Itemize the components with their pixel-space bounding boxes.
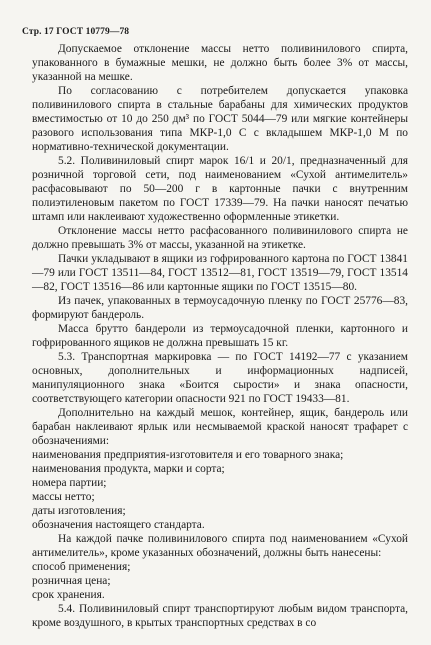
paragraph: По согласованию с потребителем допускается упаковка поливинилового спирта в стальные барабаны для химических продуктов вместимостью от 10 до 250 дм³ по ГОСТ 5044—79 или мягкие контейнеры разового использования типа МКР-1,0 С с вкладышем МКР-1,0 М по нормативно-технической документации. xyxy=(32,85,408,153)
list-item: номера партии; xyxy=(32,477,107,489)
page-header: Стр. 17 ГОСТ 10779—78 xyxy=(22,27,130,37)
paragraph: 5.4. Поливиниловый спирт транспортируют любым видом транспорта, кроме воздушного, в крытых транспортных средствах в со xyxy=(32,603,408,629)
paragraph: 5.3. Транспортная маркировка — по ГОСТ 14192—77 с указанием основных, дополнительных и информационных надписей, манипуляционного знака «Боится сырости» и знака опасности, соответствующего категории опасности 921 по ГОСТ 19433—81. xyxy=(32,351,408,405)
document-body xyxy=(32,42,408,630)
paragraph: Дополнительно на каждый мешок, контейнер, ящик, бандероль или барабан наклеивают ярлык или несмываемой краской наносят трафарет с обозначениями: xyxy=(32,407,408,447)
list-item: массы нетто; xyxy=(32,491,95,503)
paragraph: Отклонение массы нетто расфасованного поливинилового спирта не должно превышать 3% от массы, указанной на этикетке. xyxy=(32,225,408,251)
paragraph: Масса брутто бандероли из термоусадочной пленки, картонного и гофрированного ящиков не должна превышать 15 кг. xyxy=(32,323,408,349)
paragraph: Пачки укладывают в ящики из гофрированного картона по ГОСТ 13841—79 или ГОСТ 13511—84, ГОСТ 13512—81, ГОСТ 13519—79, ГОСТ 13514—82, ГОСТ 13516—86 или картонные ящики по ГОСТ 13515—80. xyxy=(32,253,408,293)
list-item: наименования предприятия-изготовителя и его товарного знака; xyxy=(32,449,344,461)
list-item: срок хранения. xyxy=(32,589,105,601)
list-item: способ применения; xyxy=(32,561,131,573)
paragraph: Допускаемое отклонение массы нетто поливинилового спирта, упакованного в бумажные мешки, не должно быть более 3% от массы, указанной на мешке. xyxy=(32,43,408,83)
list-item: наименования продукта, марки и сорта; xyxy=(32,463,225,475)
paragraph: Из пачек, упакованных в термоусадочную пленку по ГОСТ 25776—83, формируют бандероль. xyxy=(32,295,408,321)
paragraph: 5.2. Поливиниловый спирт марок 16/1 и 20/1, предназначенный для розничной торговой сети, под наименованием «Сухой антимелитель» расфасовывают по 50—200 г в картонные пачки с внутренним полиэтиленовым пакетом по ГОСТ 17339—79. На пачки наносят печатью штамп или наклеивают художественно оформленные этикетки. xyxy=(32,155,408,223)
list-item: даты изготовления; xyxy=(32,505,126,517)
list-item: обозначения настоящего стандарта. xyxy=(32,519,205,531)
paragraph: На каждой пачке поливинилового спирта под наименованием «Сухой антимелитель», кроме указанных обозначений, должны быть нанесены: xyxy=(32,533,408,559)
list-item: розничная цена; xyxy=(32,575,111,587)
